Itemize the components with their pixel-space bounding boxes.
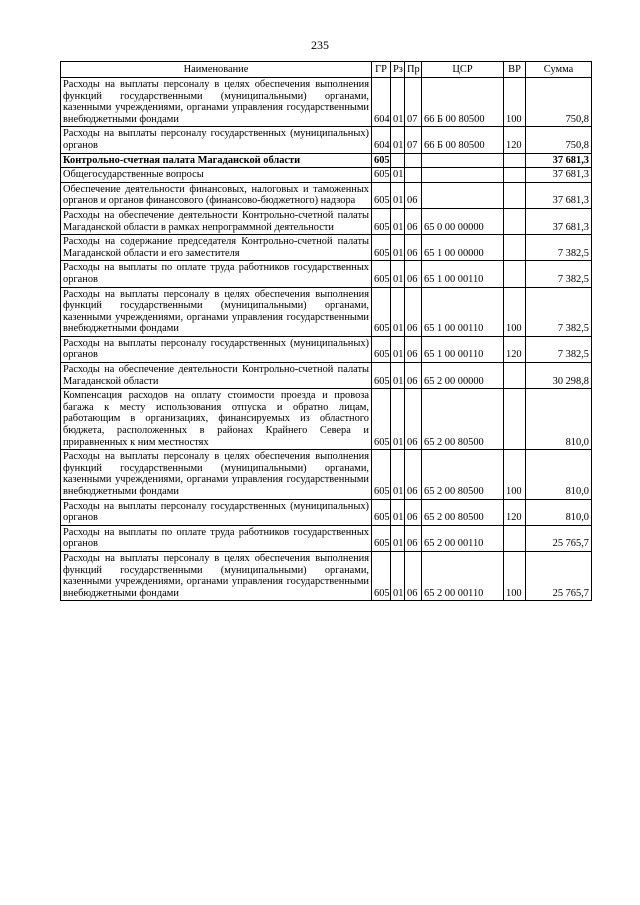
cell-gr: 605: [372, 450, 391, 499]
cell-rz: 01: [391, 235, 405, 261]
cell-csr: 65 2 00 80500: [422, 499, 504, 525]
cell-rz: 01: [391, 261, 405, 287]
header-gr: ГР: [372, 62, 391, 78]
header-pr: Пр: [405, 62, 422, 78]
table-row: [61, 363, 592, 389]
cell-csr: 65 1 00 00000: [422, 235, 504, 261]
cell-name: Контрольно-счетная палата Магаданской области: [61, 153, 372, 168]
table-row: [61, 450, 592, 499]
cell-rz: 01: [391, 389, 405, 450]
cell-vr: 120: [504, 336, 526, 362]
cell-rz: 01: [391, 499, 405, 525]
cell-sum: 750,8: [526, 78, 592, 127]
cell-name: Расходы на выплаты персоналу государственных (муниципальных) органов: [61, 499, 372, 525]
table-row: [61, 499, 592, 525]
cell-pr: [405, 153, 422, 168]
cell-sum: 30 298,8: [526, 363, 592, 389]
table-header-row: [61, 62, 592, 78]
cell-rz: 01: [391, 208, 405, 234]
cell-sum: 7 382,5: [526, 287, 592, 336]
cell-vr: [504, 208, 526, 234]
cell-vr: 100: [504, 78, 526, 127]
cell-name: Компенсация расходов на оплату стоимости проезда и провоза багажа к месту использования отпуска и обратно лицам, работающим в организациях, финансируемых из областного бюджета, расположенных в районах Крайнего Севера и приравненных к ним местностях: [61, 389, 372, 450]
cell-rz: 01: [391, 450, 405, 499]
cell-gr: 605: [372, 499, 391, 525]
cell-pr: 06: [405, 182, 422, 208]
cell-pr: 06: [405, 336, 422, 362]
cell-vr: [504, 261, 526, 287]
cell-pr: 06: [405, 525, 422, 551]
cell-vr: [504, 153, 526, 168]
table-row: [61, 551, 592, 600]
cell-vr: [504, 168, 526, 183]
page-number: 235: [311, 38, 329, 52]
table-row: [61, 208, 592, 234]
cell-csr: 65 2 00 80500: [422, 450, 504, 499]
cell-gr: 605: [372, 363, 391, 389]
cell-gr: 605: [372, 287, 391, 336]
cell-csr: 65 2 00 00000: [422, 363, 504, 389]
cell-name: Обеспечение деятельности финансовых, налоговых и таможенных органов и органов финансового (финансово-бюджетного) надзора: [61, 182, 372, 208]
cell-rz: 01: [391, 525, 405, 551]
table-row: [61, 235, 592, 261]
cell-gr: 605: [372, 153, 391, 168]
table-row: [61, 287, 592, 336]
cell-vr: [504, 389, 526, 450]
cell-csr: [422, 182, 504, 208]
cell-pr: 06: [405, 287, 422, 336]
budget-table: [60, 61, 592, 601]
cell-gr: 605: [372, 235, 391, 261]
cell-sum: 37 681,3: [526, 208, 592, 234]
cell-rz: 01: [391, 363, 405, 389]
cell-sum: 810,0: [526, 389, 592, 450]
cell-gr: 605: [372, 208, 391, 234]
table-row: [61, 261, 592, 287]
cell-rz: 01: [391, 182, 405, 208]
cell-vr: [504, 525, 526, 551]
cell-csr: [422, 168, 504, 183]
cell-pr: 06: [405, 363, 422, 389]
cell-sum: 810,0: [526, 450, 592, 499]
cell-rz: 01: [391, 287, 405, 336]
header-rz: Рз: [391, 62, 405, 78]
cell-name: Расходы на обеспечение деятельности Контрольно-счетной палаты Магаданской области в рамках непрограммной деятельности: [61, 208, 372, 234]
cell-pr: 06: [405, 261, 422, 287]
cell-vr: 120: [504, 499, 526, 525]
cell-rz: 01: [391, 127, 405, 153]
cell-name: Расходы на содержание председателя Контрольно-счетной палаты Магаданской области и его заместителя: [61, 235, 372, 261]
cell-pr: 06: [405, 208, 422, 234]
cell-vr: 100: [504, 287, 526, 336]
cell-csr: 66 Б 00 80500: [422, 127, 504, 153]
cell-sum: 7 382,5: [526, 235, 592, 261]
cell-gr: 605: [372, 525, 391, 551]
table-row: [61, 336, 592, 362]
header-vr: ВР: [504, 62, 526, 78]
cell-sum: 37 681,3: [526, 182, 592, 208]
cell-pr: [405, 168, 422, 183]
cell-sum: 7 382,5: [526, 336, 592, 362]
table-row: [61, 389, 592, 450]
cell-name: Расходы на выплаты персоналу государственных (муниципальных) органов: [61, 127, 372, 153]
cell-name: Расходы на выплаты по оплате труда работников государственных органов: [61, 525, 372, 551]
table-body: [61, 78, 592, 601]
cell-name: Расходы на выплаты персоналу в целях обеспечения выполнения функций государственными (муниципальными) органами, казенными учреждениями, органами управления государственными внебюджетными фондами: [61, 78, 372, 127]
header-csr: ЦСР: [422, 62, 504, 78]
cell-gr: 605: [372, 168, 391, 183]
cell-name: Расходы на выплаты персоналу в целях обеспечения выполнения функций государственными (муниципальными) органами, казенными учреждениями, органами управления государственными внебюджетными фондами: [61, 551, 372, 600]
cell-sum: 25 765,7: [526, 551, 592, 600]
cell-csr: 65 1 00 00110: [422, 336, 504, 362]
cell-gr: 605: [372, 336, 391, 362]
cell-sum: 37 681,3: [526, 168, 592, 183]
cell-sum: 750,8: [526, 127, 592, 153]
cell-name: Расходы на выплаты персоналу государственных (муниципальных) органов: [61, 336, 372, 362]
cell-pr: 06: [405, 389, 422, 450]
cell-sum: 37 681,3: [526, 153, 592, 168]
cell-gr: 605: [372, 389, 391, 450]
cell-pr: 07: [405, 78, 422, 127]
cell-rz: 01: [391, 551, 405, 600]
cell-sum: 25 765,7: [526, 525, 592, 551]
cell-csr: 66 Б 00 80500: [422, 78, 504, 127]
cell-gr: 605: [372, 261, 391, 287]
cell-rz: 01: [391, 336, 405, 362]
cell-name: Расходы на выплаты по оплате труда работников государственных органов: [61, 261, 372, 287]
cell-vr: [504, 363, 526, 389]
cell-pr: 06: [405, 450, 422, 499]
cell-pr: 06: [405, 235, 422, 261]
table-row: [61, 525, 592, 551]
table-row: [61, 168, 592, 183]
header-sum: Сумма: [526, 62, 592, 78]
cell-name: Расходы на выплаты персоналу в целях обеспечения выполнения функций государственными (муниципальными) органами, казенными учреждениями, органами управления государственными внебюджетными фондами: [61, 287, 372, 336]
cell-csr: [422, 153, 504, 168]
cell-gr: 604: [372, 127, 391, 153]
table-row: [61, 153, 592, 168]
table-row: [61, 78, 592, 127]
cell-pr: 06: [405, 499, 422, 525]
table-row: [61, 182, 592, 208]
cell-vr: 120: [504, 127, 526, 153]
cell-gr: 605: [372, 182, 391, 208]
cell-csr: 65 1 00 00110: [422, 287, 504, 336]
cell-sum: 810,0: [526, 499, 592, 525]
cell-gr: 605: [372, 551, 391, 600]
header-name: Наименование: [61, 62, 372, 78]
cell-csr: 65 1 00 00110: [422, 261, 504, 287]
cell-csr: 65 2 00 00110: [422, 525, 504, 551]
cell-csr: 65 2 00 00110: [422, 551, 504, 600]
cell-sum: 7 382,5: [526, 261, 592, 287]
cell-pr: 07: [405, 127, 422, 153]
cell-name: Общегосударственные вопросы: [61, 168, 372, 183]
cell-rz: 01: [391, 168, 405, 183]
cell-vr: [504, 235, 526, 261]
cell-gr: 604: [372, 78, 391, 127]
cell-name: Расходы на обеспечение деятельности Контрольно-счетной палаты Магаданской области: [61, 363, 372, 389]
cell-vr: 100: [504, 450, 526, 499]
cell-rz: 01: [391, 78, 405, 127]
cell-vr: 100: [504, 551, 526, 600]
cell-vr: [504, 182, 526, 208]
cell-rz: [391, 153, 405, 168]
cell-csr: 65 2 00 80500: [422, 389, 504, 450]
cell-pr: 06: [405, 551, 422, 600]
cell-name: Расходы на выплаты персоналу в целях обеспечения выполнения функций государственными (муниципальными) органами, казенными учреждениями, органами управления государственными внебюджетными фондами: [61, 450, 372, 499]
cell-csr: 65 0 00 00000: [422, 208, 504, 234]
table-row: [61, 127, 592, 153]
